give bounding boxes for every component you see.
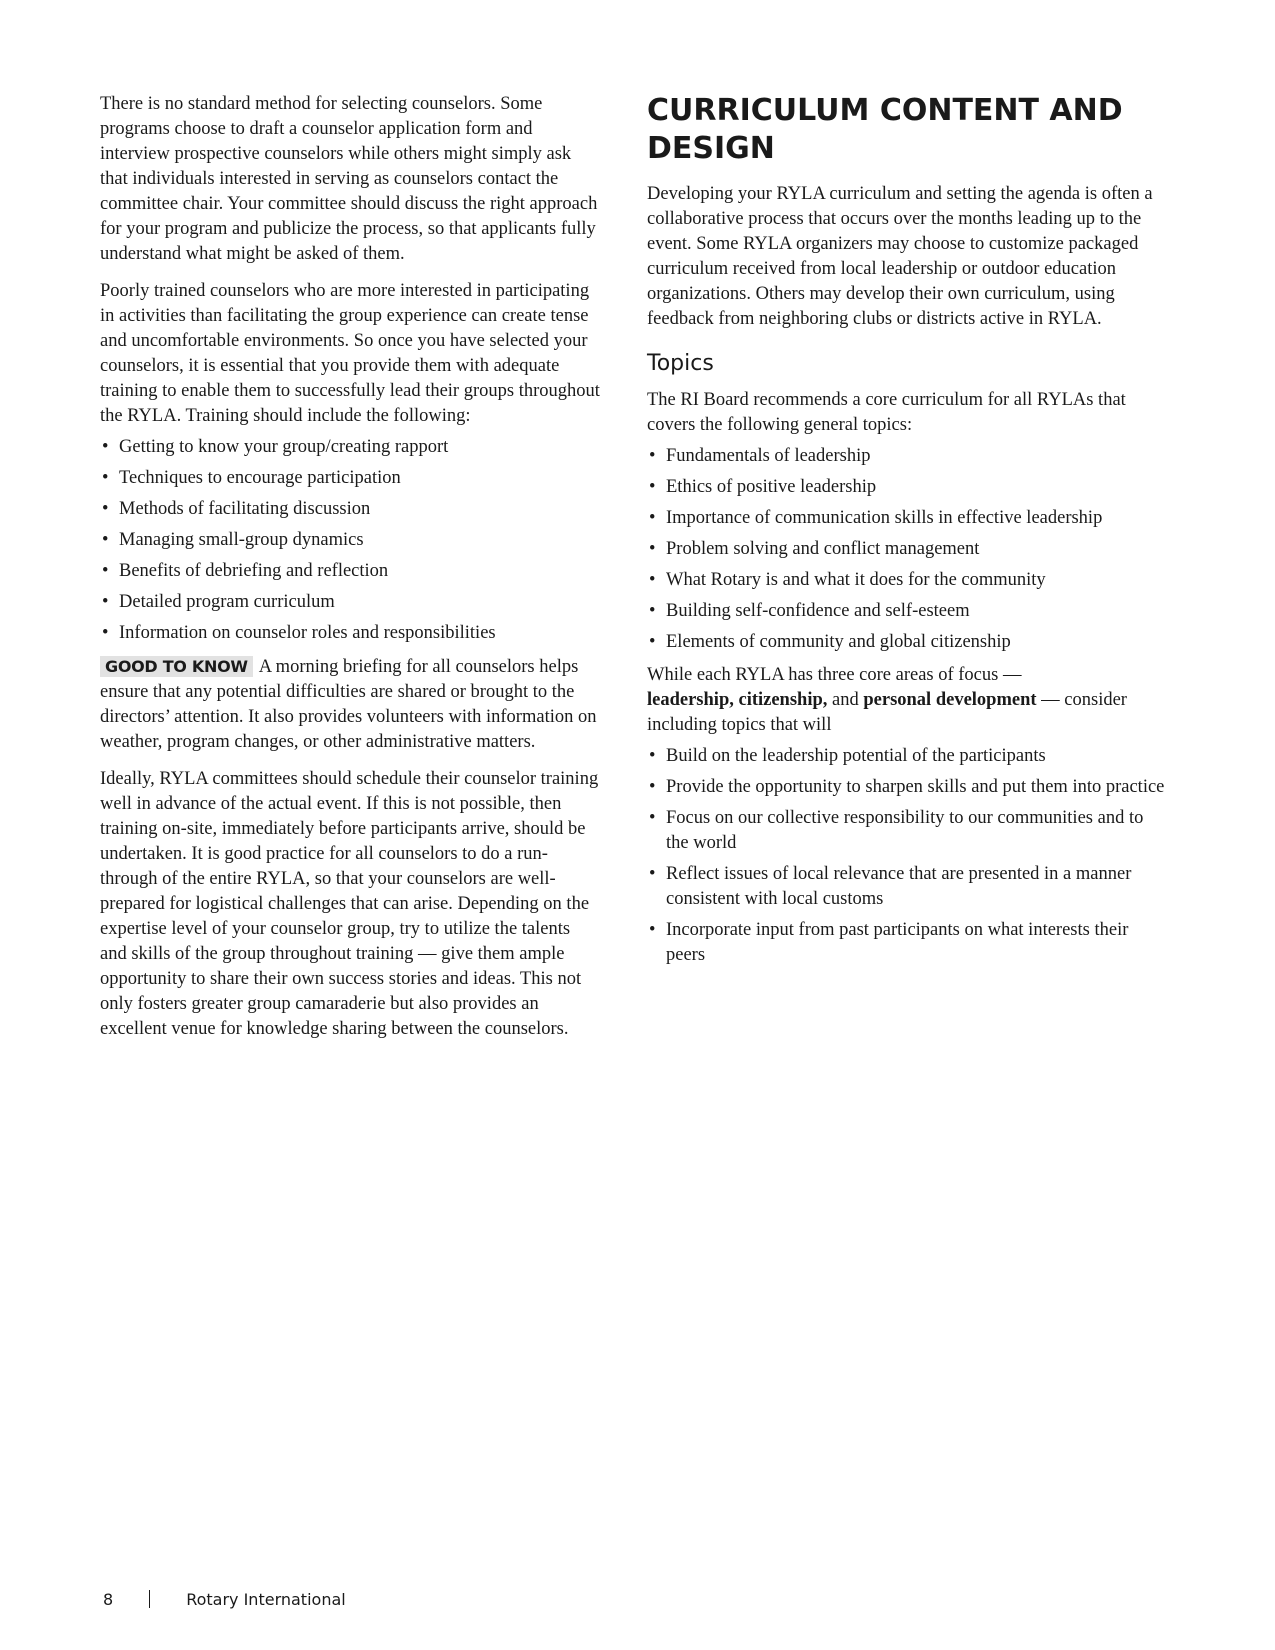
- training-list: [100, 435, 600, 646]
- selection-paragraph: There is no standard method for selecting counselors. Some programs choose to draft a counselor application form and interview prospective counselors while others might simply ask that individuals interested in serving as counselors contact the committee chair. Your committee should discuss the right approach for your program and publicize the process, so that applicants fully understand what might be asked of them.: [100, 94, 598, 264]
- good-to-know-text: A morning briefing for all counselors helps ensure that any potential difficulties are shared or brought to the directors’ attention. It also provides volunteers with information on weather, program changes, or other administrative matters.: [100, 657, 597, 752]
- list-item: • Managing small-group dynamics: [102, 530, 364, 550]
- topics-intro: The RI Board recommends a core curriculum for all RYLAs that covers the following general topics:: [647, 390, 1126, 435]
- schedule-paragraph: Ideally, RYLA committees should schedule their counselor training well in advance of the actual event. If this is not possible, then training on-site, immediately before participants arrive, should be undertaken. It is good practice for all counselors to do a run-through of the entire RYLA, so that your counselors are well-prepared for logistical challenges that can arise. Depending on the expertise level of your counselor group, try to utilize the talents and skills of the group throughout training — give them ample opportunity to share their own success stories and ideas. This not only fosters greater group camaraderie but also provides an excellent venue for knowledge sharing between the counselors.: [100, 769, 599, 1039]
- section-title: CURRICULUM CONTENT AND DESIGN: [647, 93, 1123, 166]
- list-item: • Methods of facilitating discussion: [102, 499, 371, 519]
- left-column: [100, 92, 600, 1054]
- list-item: • What Rotary is and what it does for the community: [649, 570, 1046, 590]
- page-footer: [103, 1590, 346, 1609]
- list-item: • Importance of communication skills in effective leadership: [649, 508, 1103, 528]
- list-item: • Fundamentals of leadership: [649, 446, 871, 466]
- good-to-know-callout: [100, 654, 600, 755]
- page-number: 8: [103, 1590, 114, 1609]
- topics-list: [647, 444, 1167, 655]
- curriculum-intro: Developing your RYLA curriculum and setting the agenda is often a collaborative process that occurs over the months leading up to the event. Some RYLA organizers may choose to customize packaged curriculum received from local leadership or outdoor education organizations. Others may develop their own curriculum, using feedback from neighboring clubs or districts active in RYLA.: [647, 184, 1153, 329]
- list-item: • Getting to know your group/creating rapport: [102, 437, 449, 457]
- topics-heading: Topics: [647, 351, 714, 376]
- list-item: • Problem solving and conflict management: [649, 539, 980, 559]
- list-item: • Ethics of positive leadership: [649, 477, 877, 497]
- right-column: [647, 92, 1167, 976]
- list-item: • Techniques to encourage participation: [102, 468, 401, 488]
- list-item: • Build on the leadership potential of the participants: [649, 746, 1046, 766]
- list-item: • Benefits of debriefing and reflection: [102, 561, 389, 581]
- consider-list: [647, 744, 1167, 968]
- footer-divider: [149, 1590, 150, 1608]
- list-item: • Provide the opportunity to sharpen skills and put them into practice: [649, 777, 1165, 797]
- list-item: • Detailed program curriculum: [102, 592, 335, 612]
- focus-bold-2: personal development: [863, 690, 1037, 710]
- list-item: • Reflect issues of local relevance that are presented in a manner consistent with local customs: [649, 864, 1132, 909]
- list-item: • Incorporate input from past participants on what interests their peers: [649, 920, 1129, 965]
- focus-paragraph: While each RYLA has three core areas of focus — leadership, citizenship, and personal development — consider including topics that will: [647, 665, 1127, 735]
- list-item: • Building self-confidence and self-esteem: [649, 601, 970, 621]
- training-paragraph: Poorly trained counselors who are more interested in participating in activities than facilitating the group experience can create tense and uncomfortable environments. So once you have selected your counselors, it is essential that you provide them with adequate training to enable them to successfully lead their groups throughout the RYLA. Training should include the following:: [100, 281, 600, 426]
- list-item: • Information on counselor roles and responsibilities: [102, 623, 496, 643]
- good-to-know-label: GOOD TO KNOW: [100, 656, 253, 677]
- focus-bold-1: leadership, citizenship,: [647, 690, 828, 710]
- list-item: • Elements of community and global citizenship: [649, 632, 1011, 652]
- publisher-name: Rotary International: [186, 1590, 346, 1609]
- list-item: • Focus on our collective responsibility to our communities and to the world: [649, 808, 1144, 853]
